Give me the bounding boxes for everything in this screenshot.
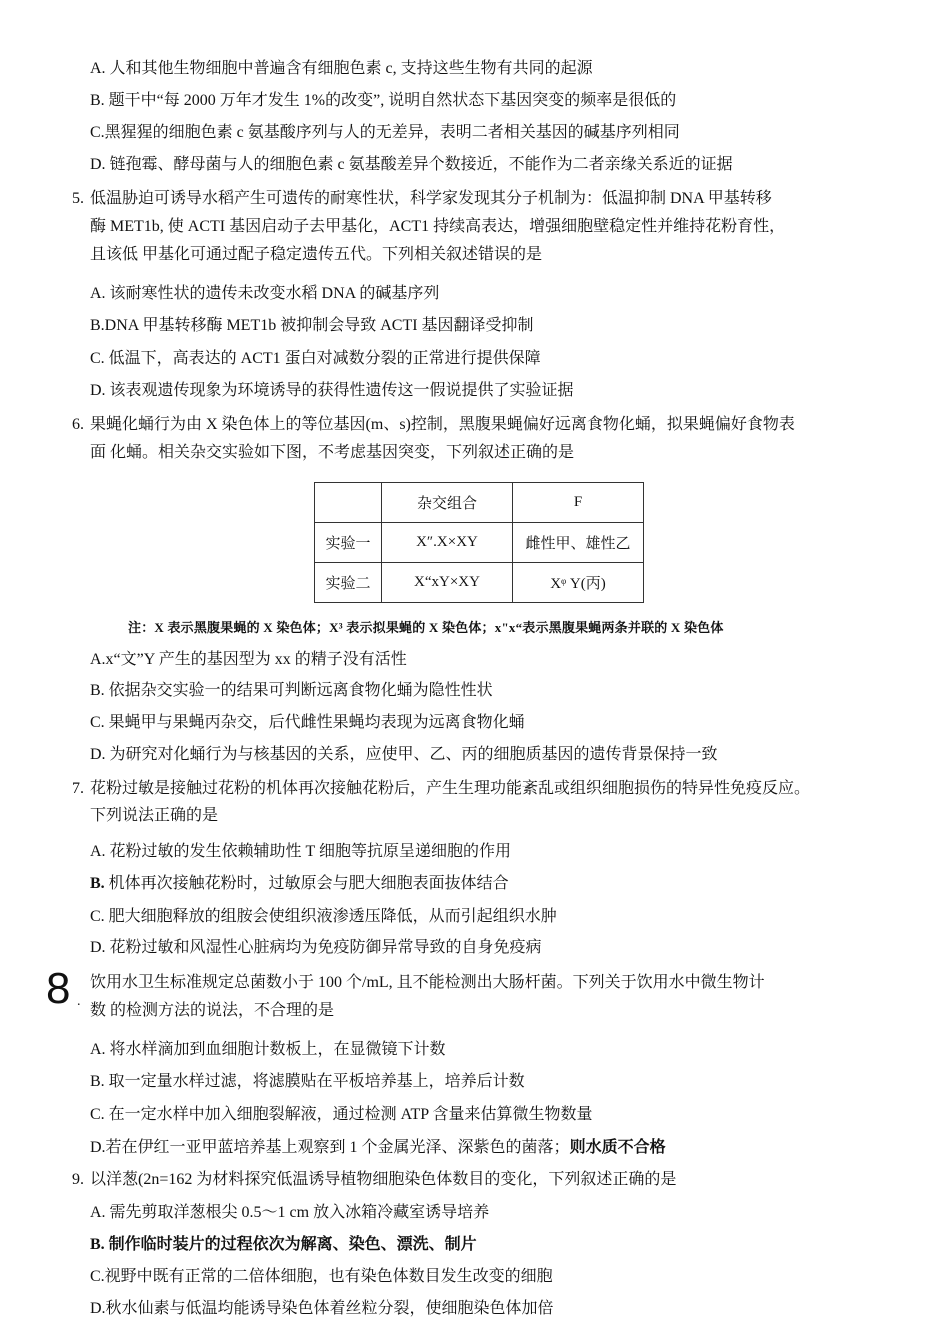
- q8-number-dot: .: [77, 994, 81, 1009]
- q8-option-d-emphasis: 则水质不合格: [569, 1137, 666, 1156]
- q8-stem-line1: 饮用水卫生标准规定总菌数小于 100 个/mL, 且不能检测出大肠杆菌。下列关于饮用水中微生物计: [90, 974, 765, 991]
- q6-stem-line2: 面 化蛹。相关杂交实验如下图，不考虑基因突变，下列叙述正确的是: [90, 444, 575, 461]
- q8-option-d-text: D.若在伊红一亚甲蓝培养基上观察到 1 个金属光泽、深紫色的菌落；: [90, 1139, 570, 1156]
- cross-experiment-table: [314, 482, 644, 603]
- q6-stem-line1: 果蝇化蛹行为由 X 染色体上的等位基因(m、s)控制，黑腹果蝇偏好远离食物化蛹，拟果蝇偏好食物表: [90, 416, 795, 433]
- table-cell: 实验二: [315, 563, 382, 603]
- q7-stem-line1: 花粉过敏是接触过花粉的机体再次接触花粉后，产生生理功能紊乱或组织细胞损伤的特异性免疫反应。: [90, 780, 811, 797]
- table-header-cell: [315, 483, 382, 523]
- q5-option-c: C. 低温下，高表达的 ACT1 蛋白对减数分裂的正常进行提供保障: [90, 350, 541, 367]
- q8-option-b: B. 取一定量水样过滤，将滤膜贴在平板培养基上，培养后计数: [90, 1073, 525, 1090]
- table-row: [315, 563, 644, 603]
- table-cell: Xᵠ Y(丙): [513, 563, 644, 603]
- q4-option-b: B. 题干中“每 2000 万年才发生 1%的改变”, 说明自然状态下基因突变的频率是很低的: [90, 92, 677, 109]
- q5-stem-line2: 酶 MET1b, 使 ACTI 基因启动子去甲基化，ACT1 持续高表达，增强细胞壁稳定性并维持花粉育性，: [90, 218, 786, 235]
- q7-option-b-text: 机体再次接触花粉时，过敏原会与肥大细胞表面抜体结合: [104, 875, 509, 892]
- q7-option-b: [90, 873, 509, 895]
- q5-number: 5.: [72, 190, 84, 207]
- q5-stem-line3: 且该低 甲基化可通过配子稳定遗传五代。下列相关叙述错误的是: [90, 246, 543, 263]
- q4-option-c: C.黑猩猩的细胞色素 c 氨基酸序列与人的无差异，表明二者相关基因的碱基序列相同: [90, 124, 680, 141]
- q8-option-a: A. 将水样滴加到血细胞计数板上，在显微镜下计数: [90, 1041, 446, 1058]
- q9-option-d: D.秋水仙素与低温均能诱导染色体着丝粒分裂，使细胞染色体加倍: [90, 1300, 554, 1317]
- table-row: [315, 523, 644, 563]
- table-header-row: [315, 483, 644, 523]
- q6-option-a-text: A.x“文”Y 产生的基因型为 xx: [90, 651, 295, 668]
- q7-option-d: D. 花粉过敏和风湿性心脏病均为免疫防御异常导致的自身免疫病: [90, 939, 542, 956]
- table-cell: 雌性甲、雄性乙: [513, 523, 644, 563]
- table-header-cell: 杂交组合: [382, 483, 513, 523]
- q6-number: 6.: [72, 416, 84, 433]
- q5-option-a: A. 该耐寒性状的遗传未改变水稻 DNA 的碱基序列: [90, 285, 440, 302]
- q7-option-c: [90, 905, 557, 928]
- q6-option-a-emphasis: 的精子没有活性: [294, 649, 407, 668]
- q8-option-c: C. 在一定水样中加入细胞裂解液，通过检测 ATP 含量来估算微生物数量: [90, 1106, 593, 1123]
- q5-option-d: D. 该表观遗传现象为环境诱导的获得性遗传这一假说提供了实验证据: [90, 382, 574, 399]
- q5-option-b: B.DNA 甲基转移酶 MET1b 被抑制会导致 ACTI 基因翻译受抑制: [90, 317, 534, 334]
- q6-option-c: C. 果蝇甲与果蝇丙杂交，后代雌性果蝇均表现为远离食物化蛹: [90, 714, 525, 731]
- q7-number: 7.: [72, 780, 84, 797]
- table-cell: X″.X×XY: [382, 523, 513, 563]
- q9-option-b: B. 制作临时装片的过程依次为解离、染色、漂洗、制片: [90, 1236, 477, 1253]
- q7-option-a: A. 花粉过敏的发生依赖辅助性 T 细胞等抗原呈递细胞的作用: [90, 843, 512, 860]
- q7-option-c-emphasis: 组织水肿: [492, 906, 557, 925]
- q7-option-b-letter: B.: [90, 875, 105, 892]
- q4-option-d: D. 链孢霉、酵母菌与人的细胞色素 c 氨基酸差异个数接近，不能作为二者亲缘关系近的证据: [90, 156, 733, 173]
- q6-option-b: B. 依据杂交实验一的结果可判断远离食物化蛹为隐性性状: [90, 682, 493, 699]
- table-header-cell: F: [513, 483, 644, 523]
- q5-stem-line1: 低温胁迫可诱导水稻产生可遗传的耐寒性状，科学家发现其分子机制为：低温抑制 DNA 甲基转移: [90, 190, 772, 207]
- q9-number: 9.: [72, 1171, 84, 1188]
- table-cell: 实验一: [315, 523, 382, 563]
- q7-stem-line2: 下列说法正确的是: [90, 807, 219, 824]
- q6-option-d: D. 为研究对化蛹行为与核基因的关系，应使甲、乙、丙的细胞质基因的遗传背景保持一致: [90, 746, 718, 763]
- table-note: 注：X 表示黑腹果蝇的 X 染色体；X³ 表示拟果蝇的 X 染色体；x"x“表示黑腹果蝇两条并联的 X 染色体: [128, 620, 724, 635]
- q9-option-c: C.视野中既有正常的二倍体细胞，也有染色体数目发生改变的细胞: [90, 1268, 553, 1285]
- q6-option-a: [90, 648, 407, 671]
- q9-option-a: A. 需先剪取洋葱根尖 0.5～1 cm 放入冰箱冷藏室诱导培养: [90, 1204, 490, 1221]
- q8-stem-line2: 数 的检测方法的说法，不合理的是: [90, 1002, 335, 1019]
- table-cell: X“xY×XY: [382, 563, 513, 603]
- q7-option-c-text: C. 肥大细胞释放的组胺会使组织液渗透压降低，从而引起: [90, 908, 493, 925]
- q4-option-a: A. 人和其他生物细胞中普遍含有细胞色素 c, 支持这些生物有共同的起源: [90, 60, 593, 77]
- q8-option-d: [90, 1136, 666, 1159]
- q8-number: 8: [46, 964, 71, 1013]
- q9-stem-line1: 以洋葱(2n=162 为材料探究低温诱导植物细胞染色体数目的变化，下列叙述正确的是: [90, 1171, 677, 1188]
